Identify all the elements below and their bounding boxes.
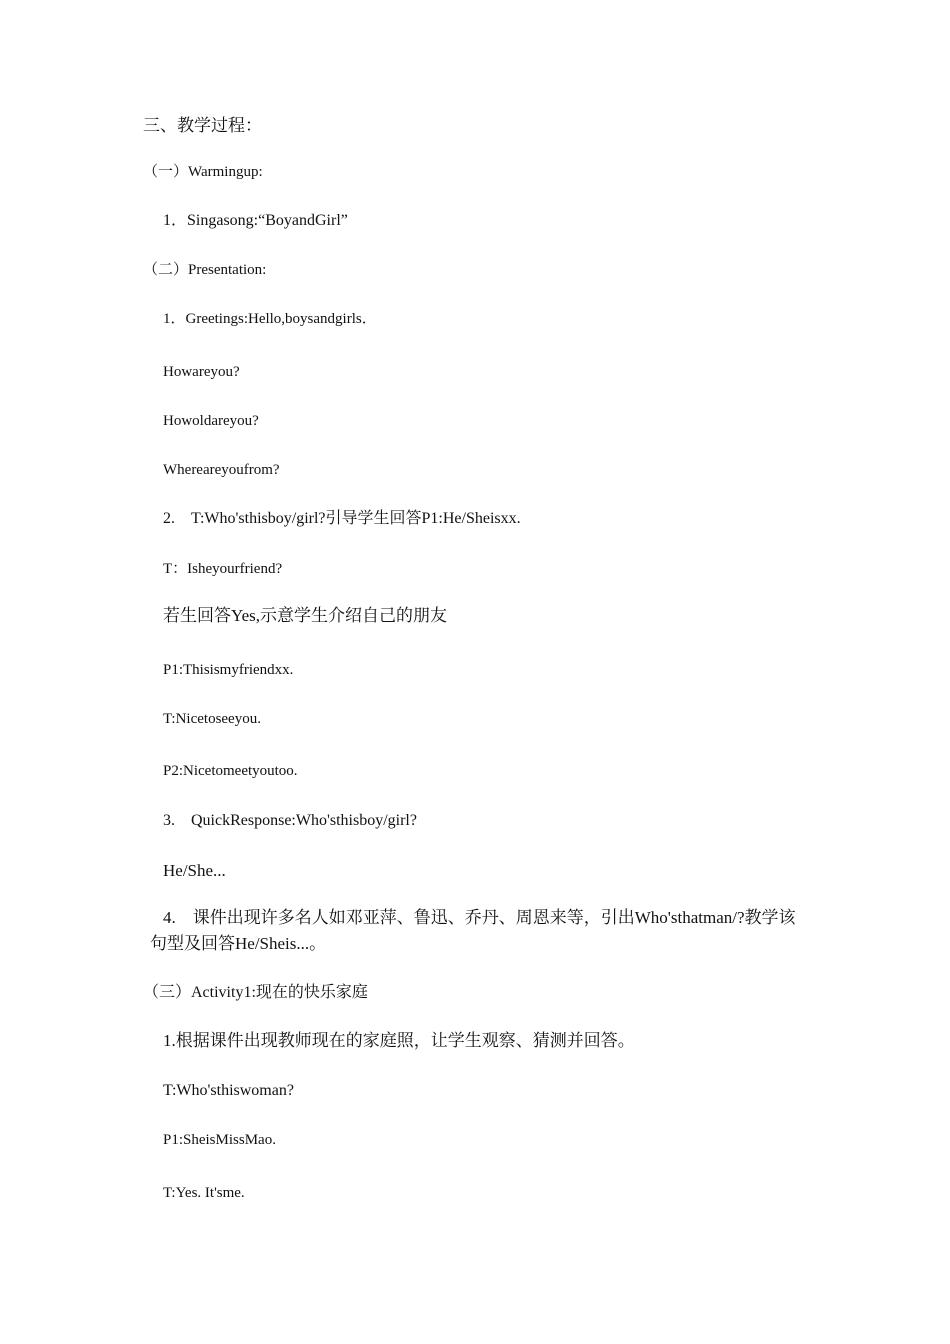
part3-heading: （三）Activity1:现在的快乐家庭 bbox=[143, 984, 368, 1001]
part2-heading: （二）Presentation: bbox=[143, 262, 267, 278]
part2-item2: 2. T:Who'sthisboy/girl?引导学生回答P1:He/Sheisxx. bbox=[163, 510, 521, 527]
part2-question2: Howoldareyou? bbox=[163, 413, 259, 429]
part2-question3: Whereareyoufrom? bbox=[163, 462, 280, 478]
part2-answer3: He/She... bbox=[163, 861, 226, 880]
part2-question1: Howareyou? bbox=[163, 364, 240, 380]
part2-item4: 4. 课件出现许多名人如邓亚萍、鲁迅、乔丹、周恩来等，引出Who'sthatman/?教学该句型及回答He/Sheis...。 bbox=[150, 908, 796, 953]
part3-teacher-line1: T:Who'sthiswoman? bbox=[163, 1082, 294, 1099]
part2-note1: 若生回答Yes,示意学生介绍自己的朋友 bbox=[163, 606, 447, 625]
part1-heading: （一）Warmingup: bbox=[143, 164, 263, 180]
part3-teacher-line2: T:Yes. It'sme. bbox=[163, 1185, 245, 1201]
part3-pupil-line1: P1:SheisMissMao. bbox=[163, 1132, 276, 1148]
part2-teacher-line1: T：Isheyourfriend? bbox=[163, 561, 283, 577]
part2-pupil-line2: P2:Nicetomeetyoutoo. bbox=[163, 763, 298, 779]
part2-item1: 1．Greetings:Hello,boysandgirls． bbox=[163, 311, 377, 327]
section-title: 三、教学过程： bbox=[143, 116, 262, 135]
part2-pupil-line1: P1:Thisismyfriendxx. bbox=[163, 662, 294, 678]
part2-item3: 3. QuickResponse:Who'sthisboy/girl? bbox=[163, 812, 417, 829]
part2-teacher-line2: T:Nicetoseeyou. bbox=[163, 711, 261, 727]
part3-item1: 1.根据课件出现教师现在的家庭照，让学生观察、猜测并回答。 bbox=[163, 1031, 635, 1050]
part1-item1: 1．Singasong:“BoyandGirl” bbox=[163, 212, 348, 229]
